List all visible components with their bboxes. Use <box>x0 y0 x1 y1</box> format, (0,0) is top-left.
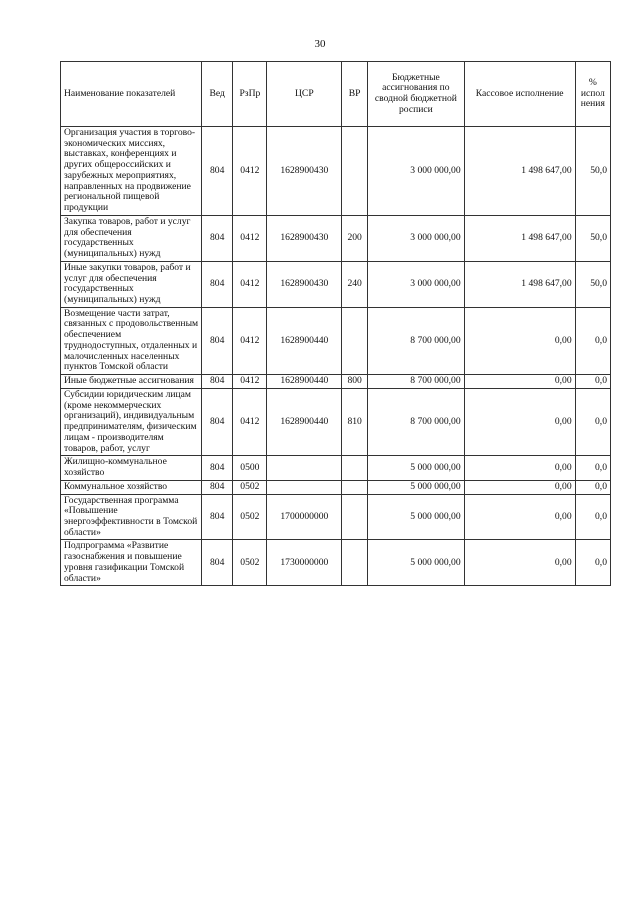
cell-csr: 1628900430 <box>267 261 342 307</box>
table-row <box>61 127 611 216</box>
cell-budget: 5 000 000,00 <box>368 494 465 540</box>
cell-rzpr: 0412 <box>233 261 267 307</box>
cell-rzpr: 0500 <box>233 456 267 480</box>
cell-name: Иные бюджетные ассигнования <box>61 375 202 389</box>
cell-rzpr: 0412 <box>233 127 267 216</box>
cell-budget: 8 700 000,00 <box>368 375 465 389</box>
cell-budget: 5 000 000,00 <box>368 456 465 480</box>
cell-rzpr: 0412 <box>233 307 267 374</box>
cell-rzpr: 0412 <box>233 375 267 389</box>
cell-pct: 0,0 <box>575 494 610 540</box>
cell-budget: 8 700 000,00 <box>368 307 465 374</box>
header-csr: ЦСР <box>267 62 342 127</box>
page-number: 30 <box>314 38 326 50</box>
cell-ved: 804 <box>202 261 233 307</box>
cell-ved: 804 <box>202 456 233 480</box>
cell-budget: 5 000 000,00 <box>368 480 465 494</box>
cell-name: Жилищно-коммунальное хозяйство <box>61 456 202 480</box>
header-cash: Кассовое исполнение <box>464 62 575 127</box>
cell-csr <box>267 456 342 480</box>
cell-ved: 804 <box>202 388 233 455</box>
table-row <box>61 307 611 374</box>
cell-ved: 804 <box>202 494 233 540</box>
cell-cash: 0,00 <box>464 480 575 494</box>
cell-cash: 0,00 <box>464 456 575 480</box>
header-rzpr: РзПр <box>233 62 267 127</box>
table-row <box>61 375 611 389</box>
cell-vr <box>342 480 368 494</box>
cell-pct: 50,0 <box>575 127 610 216</box>
cell-pct: 50,0 <box>575 261 610 307</box>
cell-vr <box>342 494 368 540</box>
cell-ved: 804 <box>202 540 233 586</box>
table-body <box>61 127 611 586</box>
cell-pct: 0,0 <box>575 480 610 494</box>
cell-vr <box>342 540 368 586</box>
cell-rzpr: 0502 <box>233 480 267 494</box>
cell-pct: 0,0 <box>575 307 610 374</box>
cell-pct: 0,0 <box>575 375 610 389</box>
cell-budget: 3 000 000,00 <box>368 261 465 307</box>
cell-name: Субсидии юридическим лицам (кроме некоммерческих организаций), индивидуальным предпринимателям, физическим лицам - производителям товаров, работ, услуг <box>61 388 202 455</box>
cell-rzpr: 0412 <box>233 215 267 261</box>
cell-vr <box>342 127 368 216</box>
cell-budget: 8 700 000,00 <box>368 388 465 455</box>
header-budget: Бюджетные ассигнования по сводной бюджетной росписи <box>368 62 465 127</box>
cell-cash: 0,00 <box>464 307 575 374</box>
cell-csr: 1700000000 <box>267 494 342 540</box>
cell-name: Иные закупки товаров, работ и услуг для обеспечения государственных (муниципальных) нужд <box>61 261 202 307</box>
cell-cash: 0,00 <box>464 388 575 455</box>
cell-pct: 50,0 <box>575 215 610 261</box>
table-row <box>61 480 611 494</box>
cell-csr <box>267 480 342 494</box>
cell-vr: 240 <box>342 261 368 307</box>
table-row <box>61 388 611 455</box>
cell-csr: 1628900430 <box>267 215 342 261</box>
cell-ved: 804 <box>202 215 233 261</box>
cell-name: Возмещение части затрат, связанных с продовольственным обеспечением труднодоступных, отдаленных и малочисленных населенных пунктов Томской области <box>61 307 202 374</box>
table-header-row <box>61 62 611 127</box>
cell-csr: 1628900430 <box>267 127 342 216</box>
header-ved: Вед <box>202 62 233 127</box>
cell-csr: 1628900440 <box>267 307 342 374</box>
cell-csr: 1628900440 <box>267 375 342 389</box>
cell-csr: 1628900440 <box>267 388 342 455</box>
cell-rzpr: 0502 <box>233 540 267 586</box>
cell-pct: 0,0 <box>575 540 610 586</box>
cell-cash: 1 498 647,00 <box>464 127 575 216</box>
cell-name: Закупка товаров, работ и услуг для обеспечения государственных (муниципальных) нужд <box>61 215 202 261</box>
cell-budget: 5 000 000,00 <box>368 540 465 586</box>
cell-csr: 1730000000 <box>267 540 342 586</box>
cell-name: Коммунальное хозяйство <box>61 480 202 494</box>
cell-vr: 810 <box>342 388 368 455</box>
cell-ved: 804 <box>202 375 233 389</box>
cell-budget: 3 000 000,00 <box>368 215 465 261</box>
cell-rzpr: 0502 <box>233 494 267 540</box>
cell-cash: 1 498 647,00 <box>464 215 575 261</box>
header-name: Наименование показателей <box>61 62 202 127</box>
cell-vr <box>342 456 368 480</box>
cell-ved: 804 <box>202 480 233 494</box>
cell-name: Подпрограмма «Развитие газоснабжения и повышение уровня газификации Томской области» <box>61 540 202 586</box>
cell-cash: 0,00 <box>464 494 575 540</box>
table-row <box>61 261 611 307</box>
cell-rzpr: 0412 <box>233 388 267 455</box>
budget-execution-table <box>60 61 611 586</box>
table-row <box>61 456 611 480</box>
cell-vr: 200 <box>342 215 368 261</box>
cell-cash: 0,00 <box>464 540 575 586</box>
cell-vr <box>342 307 368 374</box>
cell-ved: 804 <box>202 307 233 374</box>
cell-name: Государственная программа «Повышение энергоэффективности в Томской области» <box>61 494 202 540</box>
cell-pct: 0,0 <box>575 456 610 480</box>
cell-vr: 800 <box>342 375 368 389</box>
header-vr: ВР <box>342 62 368 127</box>
table-row <box>61 494 611 540</box>
cell-name: Организация участия в торгово-экономических миссиях, выставках, конференциях и других общероссийских и зарубежных мероприятиях, направленных на продвижение региональной пищевой продукции <box>61 127 202 216</box>
cell-cash: 1 498 647,00 <box>464 261 575 307</box>
header-pct: % испол нения <box>575 62 610 127</box>
table-row <box>61 215 611 261</box>
cell-pct: 0,0 <box>575 388 610 455</box>
table-row <box>61 540 611 586</box>
cell-ved: 804 <box>202 127 233 216</box>
cell-budget: 3 000 000,00 <box>368 127 465 216</box>
cell-cash: 0,00 <box>464 375 575 389</box>
